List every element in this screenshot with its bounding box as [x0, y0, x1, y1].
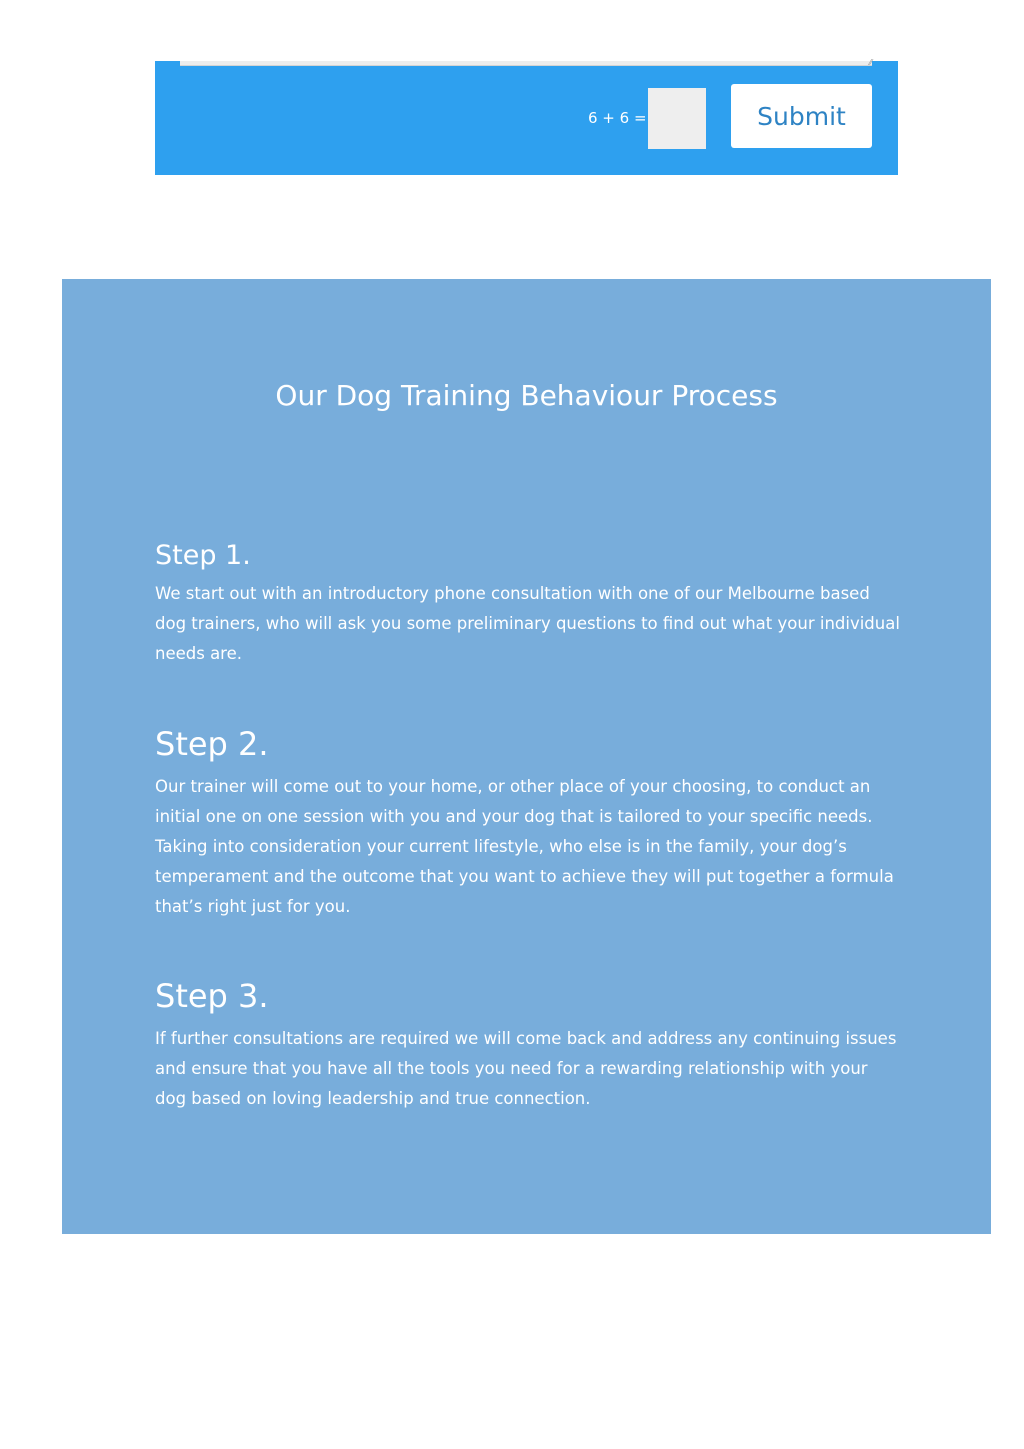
- step-3: [155, 974, 900, 1114]
- step-2-text: Our trainer will come out to your home, or other place of your choosing, to conduct an initial one on one session with you and your dog that is tailored to your specific needs. Taking into consideration your current lifestyle, who else is in the family, your dog’s temperament and the outcome that you want to achieve they will put together a formula that’s right just for you.: [155, 777, 894, 916]
- step-1: [155, 537, 900, 669]
- step-2-heading: Step 2.: [155, 725, 269, 763]
- step-2: [155, 722, 900, 922]
- step-3-heading: Step 3.: [155, 977, 269, 1015]
- captcha-label: 6 + 6 =: [588, 109, 647, 127]
- submit-button[interactable]: Submit: [731, 84, 872, 148]
- step-1-heading: Step 1.: [155, 540, 251, 571]
- resize-grip-icon[interactable]: ⁄⁄: [869, 58, 872, 67]
- captcha-input[interactable]: [648, 88, 706, 149]
- step-1-text: We start out with an introductory phone consultation with one of our Melbourne based dog trainers, who will ask you some preliminary questions to find out what your individual needs are.: [155, 584, 900, 663]
- process-title: Our Dog Training Behaviour Process: [275, 379, 778, 412]
- message-textarea[interactable]: [180, 58, 872, 67]
- step-3-text: If further consultations are required we will come back and address any continuing issues and ensure that you have all the tools you need for a rewarding relationship with your dog based on loving leadership and true connection.: [155, 1029, 897, 1108]
- process-section: [62, 279, 991, 1234]
- contact-form-footer: [155, 58, 898, 175]
